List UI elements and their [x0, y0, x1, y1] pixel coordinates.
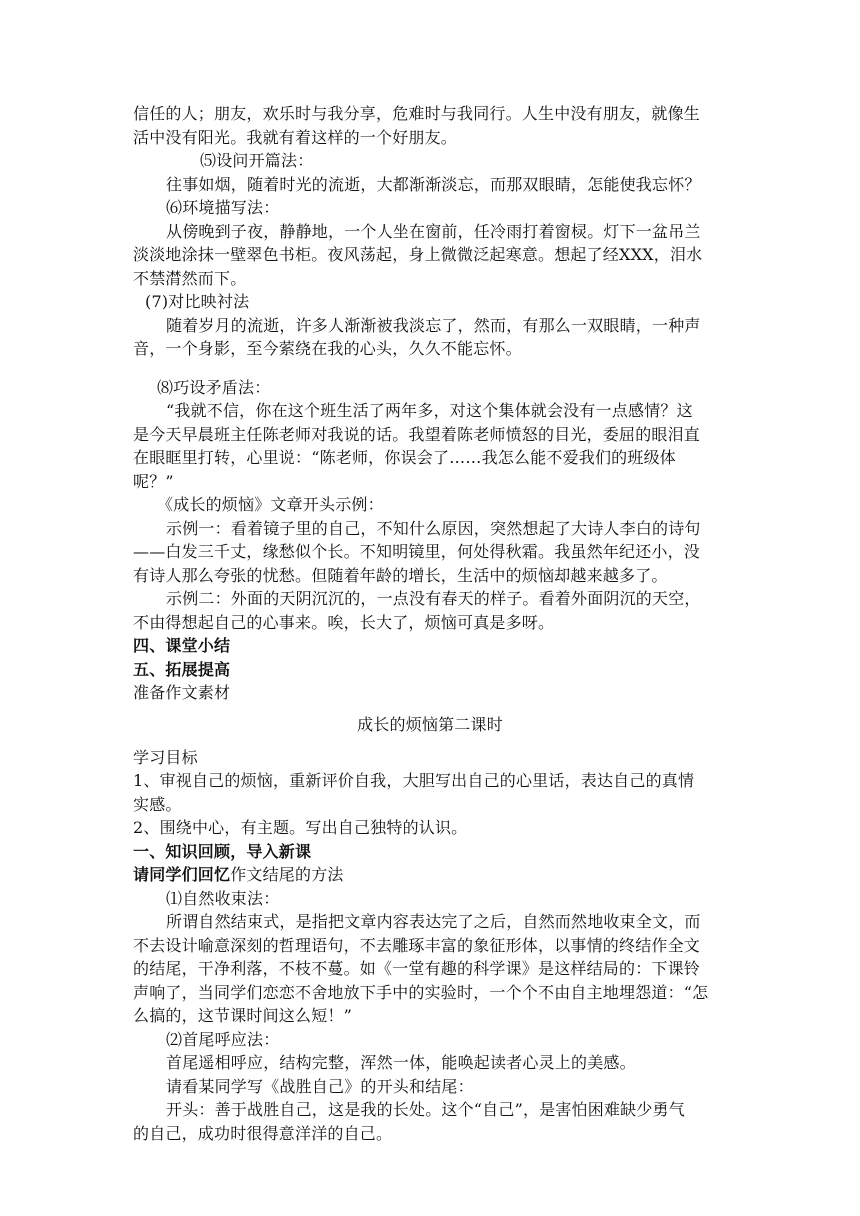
text-line: 不由得想起自己的心事来。唉，长大了，烦恼可真是多呀。	[133, 613, 555, 632]
text-line: 示例一：看着镜子里的自己，不知什么原因，突然想起了大诗人李白的诗句	[166, 519, 701, 538]
text-line: 示例二：外面的天阴沉沉的，一点没有春天的样子。看着外面阴沉的天空，	[166, 589, 701, 608]
page-title: 成长的烦恼第二课时	[357, 715, 503, 734]
text-line: 首尾遥相呼应，结构完整，浑然一体，能唤起读者心灵上的美感。	[166, 1053, 636, 1072]
text-line: 准备作文素材	[133, 683, 231, 702]
text-line: 不禁潸然而下。	[133, 269, 247, 288]
section-heading: 四、课堂小结	[133, 636, 231, 655]
section-heading: ⑴自然收束法：	[166, 889, 280, 908]
text-line: 有诗人那么夸张的忧愁。但随着年龄的增长，生活中的烦恼却越来越多了。	[133, 566, 668, 585]
text-line: 所谓自然结束式，是指把文章内容表达完了之后，自然而然地收束全文，而	[166, 912, 701, 931]
text-line: 的结尾，干净利落，不枝不蔓。如《一堂有趣的科学课》是这样结局的：下课铃	[133, 959, 701, 978]
text-line: “我就不信，你在这个班生活了两年多，对这个集体就会没有一点感情？这	[166, 401, 693, 420]
text-line: 请看某同学写《战胜自己》的开头和结尾：	[166, 1077, 474, 1096]
text-line: 往事如烟，随着时光的流逝，大都渐渐淡忘，而那双眼睛，怎能使我忘怀？	[166, 175, 701, 194]
section-heading: (7)对比映衬法	[145, 292, 250, 311]
section-heading: ⑸设问开篇法：	[200, 151, 314, 170]
text-line: 在眼眶里打转，心里说：“陈老师，你误会了……我怎么能不爱我们的班级体	[133, 448, 676, 467]
text-line: 淡淡地涂抹一壁翠色书柜。夜风荡起，身上微微泛起寒意。想起了经XXX，泪水	[133, 245, 703, 264]
text-line: 音，一个身影，至今萦绕在我的心头，久久不能忘怀。	[133, 339, 522, 358]
text-line: 是今天早晨班主任陈老师对我说的话。我望着陈老师愤怒的目光，委屈的眼泪直	[133, 425, 701, 444]
section-heading: ⑹环境描写法：	[166, 198, 280, 217]
text-line	[133, 863, 344, 887]
section-heading: 《成长的烦恼》文章开头示例：	[157, 495, 384, 514]
section-heading: ⑻巧设矛盾法：	[157, 378, 271, 397]
text-line: 不去设计喻意深刻的哲理语句，不去雕琢丰富的象征形体，以事情的终结作全文	[133, 936, 701, 955]
text-line: 开头：善于战胜自己，这是我的长处。这个“自己”，是害怕困难缺少勇气	[166, 1100, 685, 1119]
text-phrase: 作文结尾的方法	[230, 865, 344, 884]
text-line: ——白发三千丈，缘愁似个长。不知明镜里，何处得秋霜。我虽然年纪还小，没	[133, 542, 701, 561]
text-line: 实感。	[133, 795, 182, 814]
text-line: 2、围绕中心，有主题。写出自己独特的认识。	[133, 818, 468, 837]
section-heading: 五、拓展提高	[133, 660, 231, 679]
section-heading: ⑵首尾呼应法：	[166, 1030, 280, 1049]
section-heading: 学习目标	[133, 748, 198, 767]
text-line: 声响了，当同学们恋恋不舍地放下手中的实验时，一个个不由自主地埋怨道：“怎	[133, 983, 709, 1002]
bold-phrase: 请同学们回忆	[133, 865, 231, 884]
text-line: 随着岁月的流逝，许多人渐渐被我淡忘了，然而，有那么一双眼睛，一种声	[166, 316, 701, 335]
text-line: 的自己，成功时很得意洋洋的自己。	[133, 1124, 393, 1143]
text-line: 信任的人；朋友，欢乐时与我分享，危难时与我同行。人生中没有朋友，就像生	[133, 104, 701, 123]
text-line: 活中没有阳光。我就有着这样的一个好朋友。	[133, 128, 458, 147]
text-line: 从傍晚到子夜，静静地，一个人坐在窗前，任冷雨打着窗棂。灯下一盆吊兰	[166, 222, 701, 241]
section-heading: 一、知识回顾，导入新课	[133, 842, 312, 861]
text-line: 么搞的，这节课时间这么短！”	[133, 1006, 352, 1025]
text-line: 呢？”	[133, 472, 174, 491]
text-line: 1、审视自己的烦恼，重新评价自我，大胆写出自己的心里话，表达自己的真情	[133, 771, 695, 790]
